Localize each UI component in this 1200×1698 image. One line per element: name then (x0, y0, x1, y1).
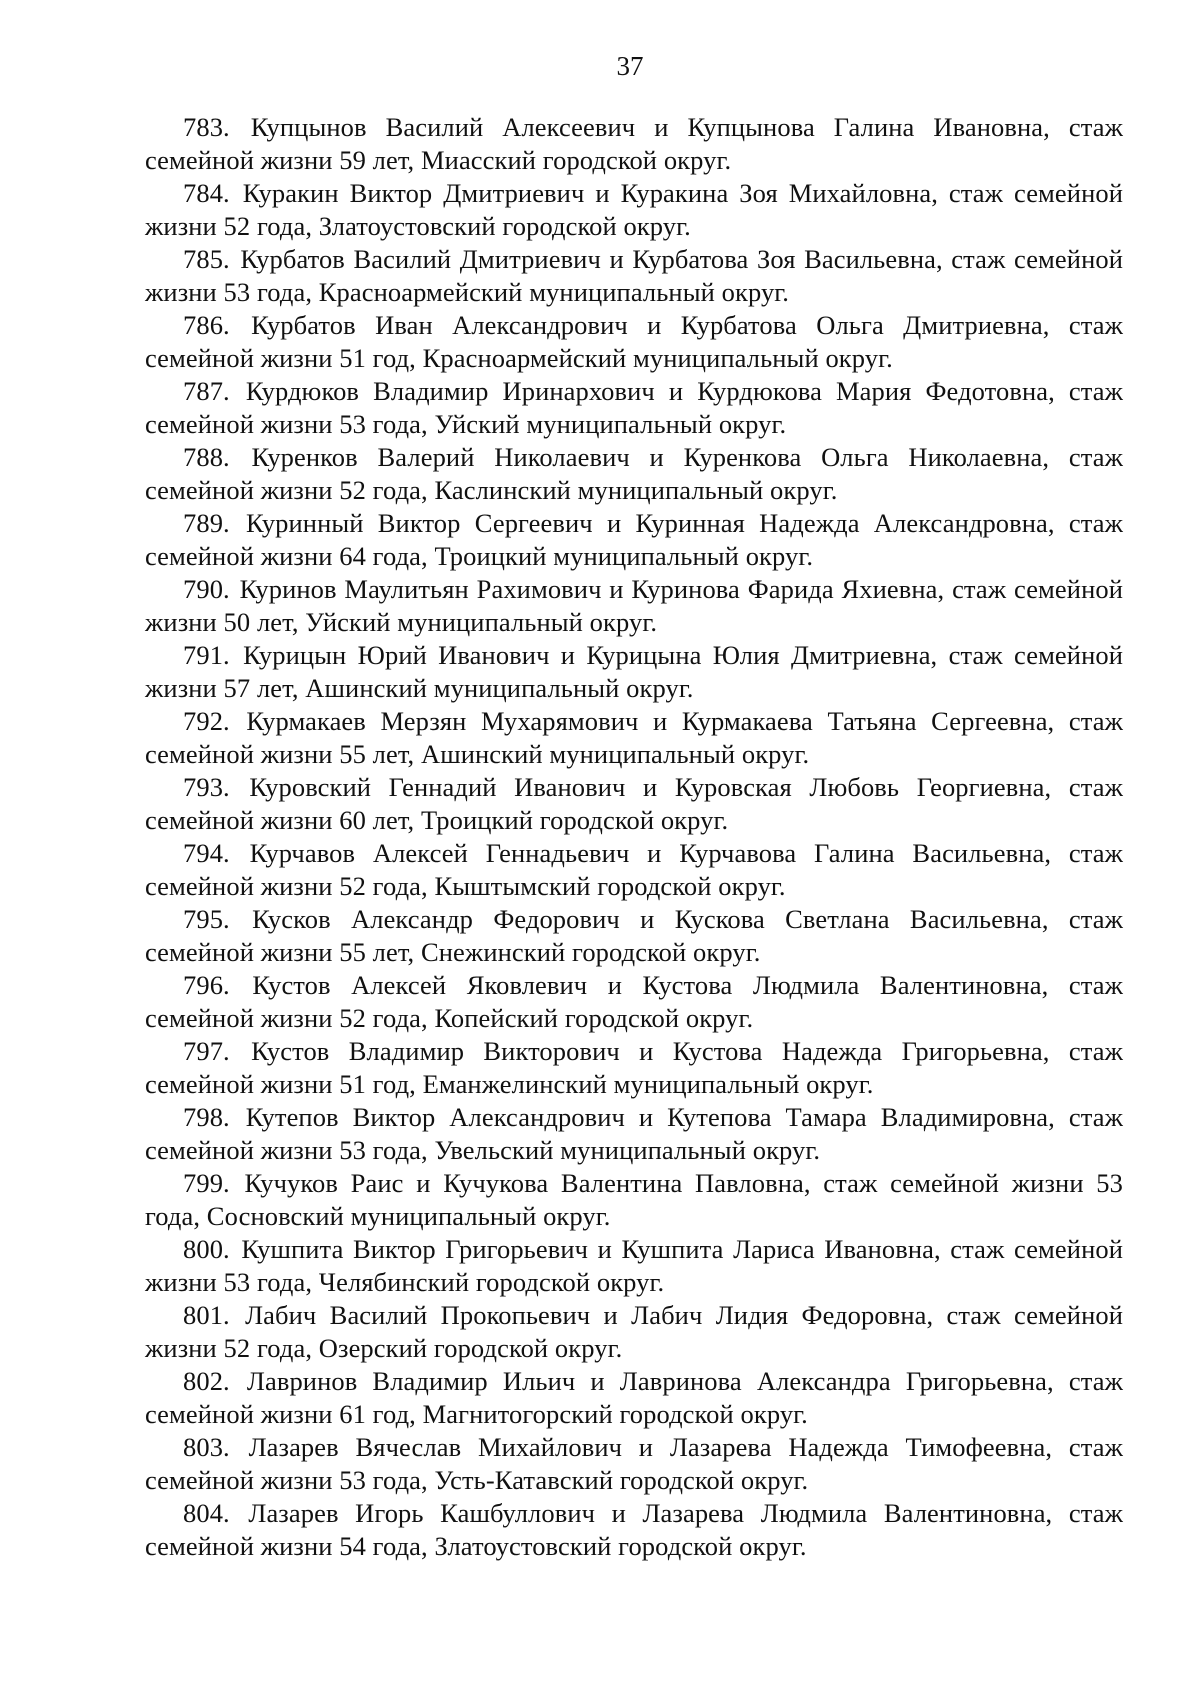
item-number: 804. (183, 1498, 230, 1528)
item-text: Курдюков Владимир Иринархович и Курдюкова Мария Федотовна, стаж семейной жизни 53 года, Уйский муниципальный округ. (145, 376, 1123, 439)
list-item (145, 1365, 1123, 1430)
list-item (145, 441, 1123, 506)
item-text: Кушпита Виктор Григорьевич и Кушпита Лариса Ивановна, стаж семейной жизни 53 года, Челябинский городской округ. (145, 1234, 1123, 1297)
item-text: Кусков Александр Федорович и Кускова Светлана Васильевна, стаж семейной жизни 55 лет, Снежинский городской округ. (145, 904, 1123, 967)
list-item (145, 375, 1123, 440)
item-text: Куринный Виктор Сергеевич и Куринная Надежда Александровна, стаж семейной жизни 64 года, Троицкий муниципальный округ. (145, 508, 1124, 571)
item-text: Кустов Алексей Яковлевич и Кустова Людмила Валентиновна, стаж семейной жизни 52 года, Копейский городской округ. (145, 970, 1123, 1033)
item-number: 802. (183, 1366, 230, 1396)
item-number: 783. (183, 112, 230, 142)
list-item (145, 309, 1123, 374)
item-text: Куровский Геннадий Иванович и Куровская Любовь Георгиевна, стаж семейной жизни 60 лет, Троицкий городской округ. (145, 772, 1123, 835)
item-number: 784. (183, 178, 230, 208)
item-number: 800. (183, 1234, 230, 1264)
item-number: 797. (183, 1036, 230, 1066)
award-list (145, 111, 1123, 1563)
list-item (145, 507, 1123, 572)
list-item (145, 1035, 1123, 1100)
item-text: Куракин Виктор Дмитриевич и Куракина Зоя Михайловна, стаж семейной жизни 52 года, Златоустовский городской округ. (145, 178, 1123, 241)
list-item (145, 1497, 1123, 1562)
list-item (145, 903, 1123, 968)
item-number: 795. (183, 904, 230, 934)
item-text: Кучуков Раис и Кучукова Валентина Павловна, стаж семейной жизни 53 года, Сосновский муниципальный округ. (145, 1168, 1123, 1231)
item-number: 793. (183, 772, 230, 802)
item-number: 787. (183, 376, 230, 406)
list-item (145, 243, 1123, 308)
item-number: 792. (183, 706, 230, 736)
item-number: 794. (183, 838, 230, 868)
list-item (145, 969, 1123, 1034)
item-text: Лабич Василий Прокопьевич и Лабич Лидия Федоровна, стаж семейной жизни 52 года, Озерский городской округ. (145, 1300, 1123, 1363)
list-item (145, 1431, 1123, 1496)
item-text: Кустов Владимир Викторович и Кустова Надежда Григорьевна, стаж семейной жизни 51 год, Еманжелинский муниципальный округ. (145, 1036, 1123, 1099)
page-number: 37 (616, 51, 644, 81)
list-item (145, 705, 1123, 770)
item-text: Лавринов Владимир Ильич и Лавринова Александра Григорьевна, стаж семейной жизни 61 год, Магнитогорский городской округ. (145, 1366, 1123, 1429)
item-text: Курбатов Василий Дмитриевич и Курбатова Зоя Васильевна, стаж семейной жизни 53 года, Красноармейский муниципальный округ. (145, 244, 1123, 307)
item-text: Купцынов Василий Алексеевич и Купцынова Галина Ивановна, стаж семейной жизни 59 лет, Миасский городской округ. (145, 112, 1123, 175)
item-number: 786. (183, 310, 230, 340)
item-text: Курмакаев Мерзян Мухарямович и Курмакаева Татьяна Сергеевна, стаж семейной жизни 55 лет, Ашинский муниципальный округ. (145, 706, 1123, 769)
item-text: Лазарев Игорь Кашбуллович и Лазарева Людмила Валентиновна, стаж семейной жизни 54 года, Златоустовский городской округ. (145, 1498, 1123, 1561)
item-number: 801. (183, 1300, 230, 1330)
item-text: Куренков Валерий Николаевич и Куренкова Ольга Николаевна, стаж семейной жизни 52 года, Каслинский муниципальный округ. (145, 442, 1123, 505)
item-number: 789. (183, 508, 230, 538)
list-item (145, 1167, 1123, 1232)
item-text: Куринов Маулитьян Рахимович и Куринова Фарида Яхиевна, стаж семейной жизни 50 лет, Уйский муниципальный округ. (145, 574, 1123, 637)
list-item (145, 771, 1123, 836)
list-item (145, 177, 1123, 242)
list-item (145, 837, 1123, 902)
item-number: 796. (183, 970, 230, 1000)
item-text: Курицын Юрий Иванович и Курицына Юлия Дмитриевна, стаж семейной жизни 57 лет, Ашинский муниципальный округ. (145, 640, 1123, 703)
list-item (145, 573, 1123, 638)
list-item (145, 1299, 1123, 1364)
list-item (145, 111, 1123, 176)
item-number: 791. (183, 640, 230, 670)
item-text: Курчавов Алексей Геннадьевич и Курчавова Галина Васильевна, стаж семейной жизни 52 года, Кыштымский городской округ. (145, 838, 1123, 901)
item-number: 803. (183, 1432, 230, 1462)
list-item (145, 1233, 1123, 1298)
item-number: 788. (183, 442, 230, 472)
item-number: 799. (183, 1168, 230, 1198)
item-number: 785. (183, 244, 230, 274)
list-item (145, 1101, 1123, 1166)
item-text: Лазарев Вячеслав Михайлович и Лазарева Надежда Тимофеевна, стаж семейной жизни 53 года, Усть-Катавский городской округ. (145, 1432, 1123, 1495)
item-text: Курбатов Иван Александрович и Курбатова Ольга Дмитриевна, стаж семейной жизни 51 год, Красноармейский муниципальный округ. (145, 310, 1124, 373)
list-item (145, 639, 1123, 704)
item-number: 790. (183, 574, 230, 604)
item-number: 798. (183, 1102, 230, 1132)
item-text: Кутепов Виктор Александрович и Кутепова Тамара Владимировна, стаж семейной жизни 53 года, Увельский муниципальный округ. (145, 1102, 1123, 1165)
